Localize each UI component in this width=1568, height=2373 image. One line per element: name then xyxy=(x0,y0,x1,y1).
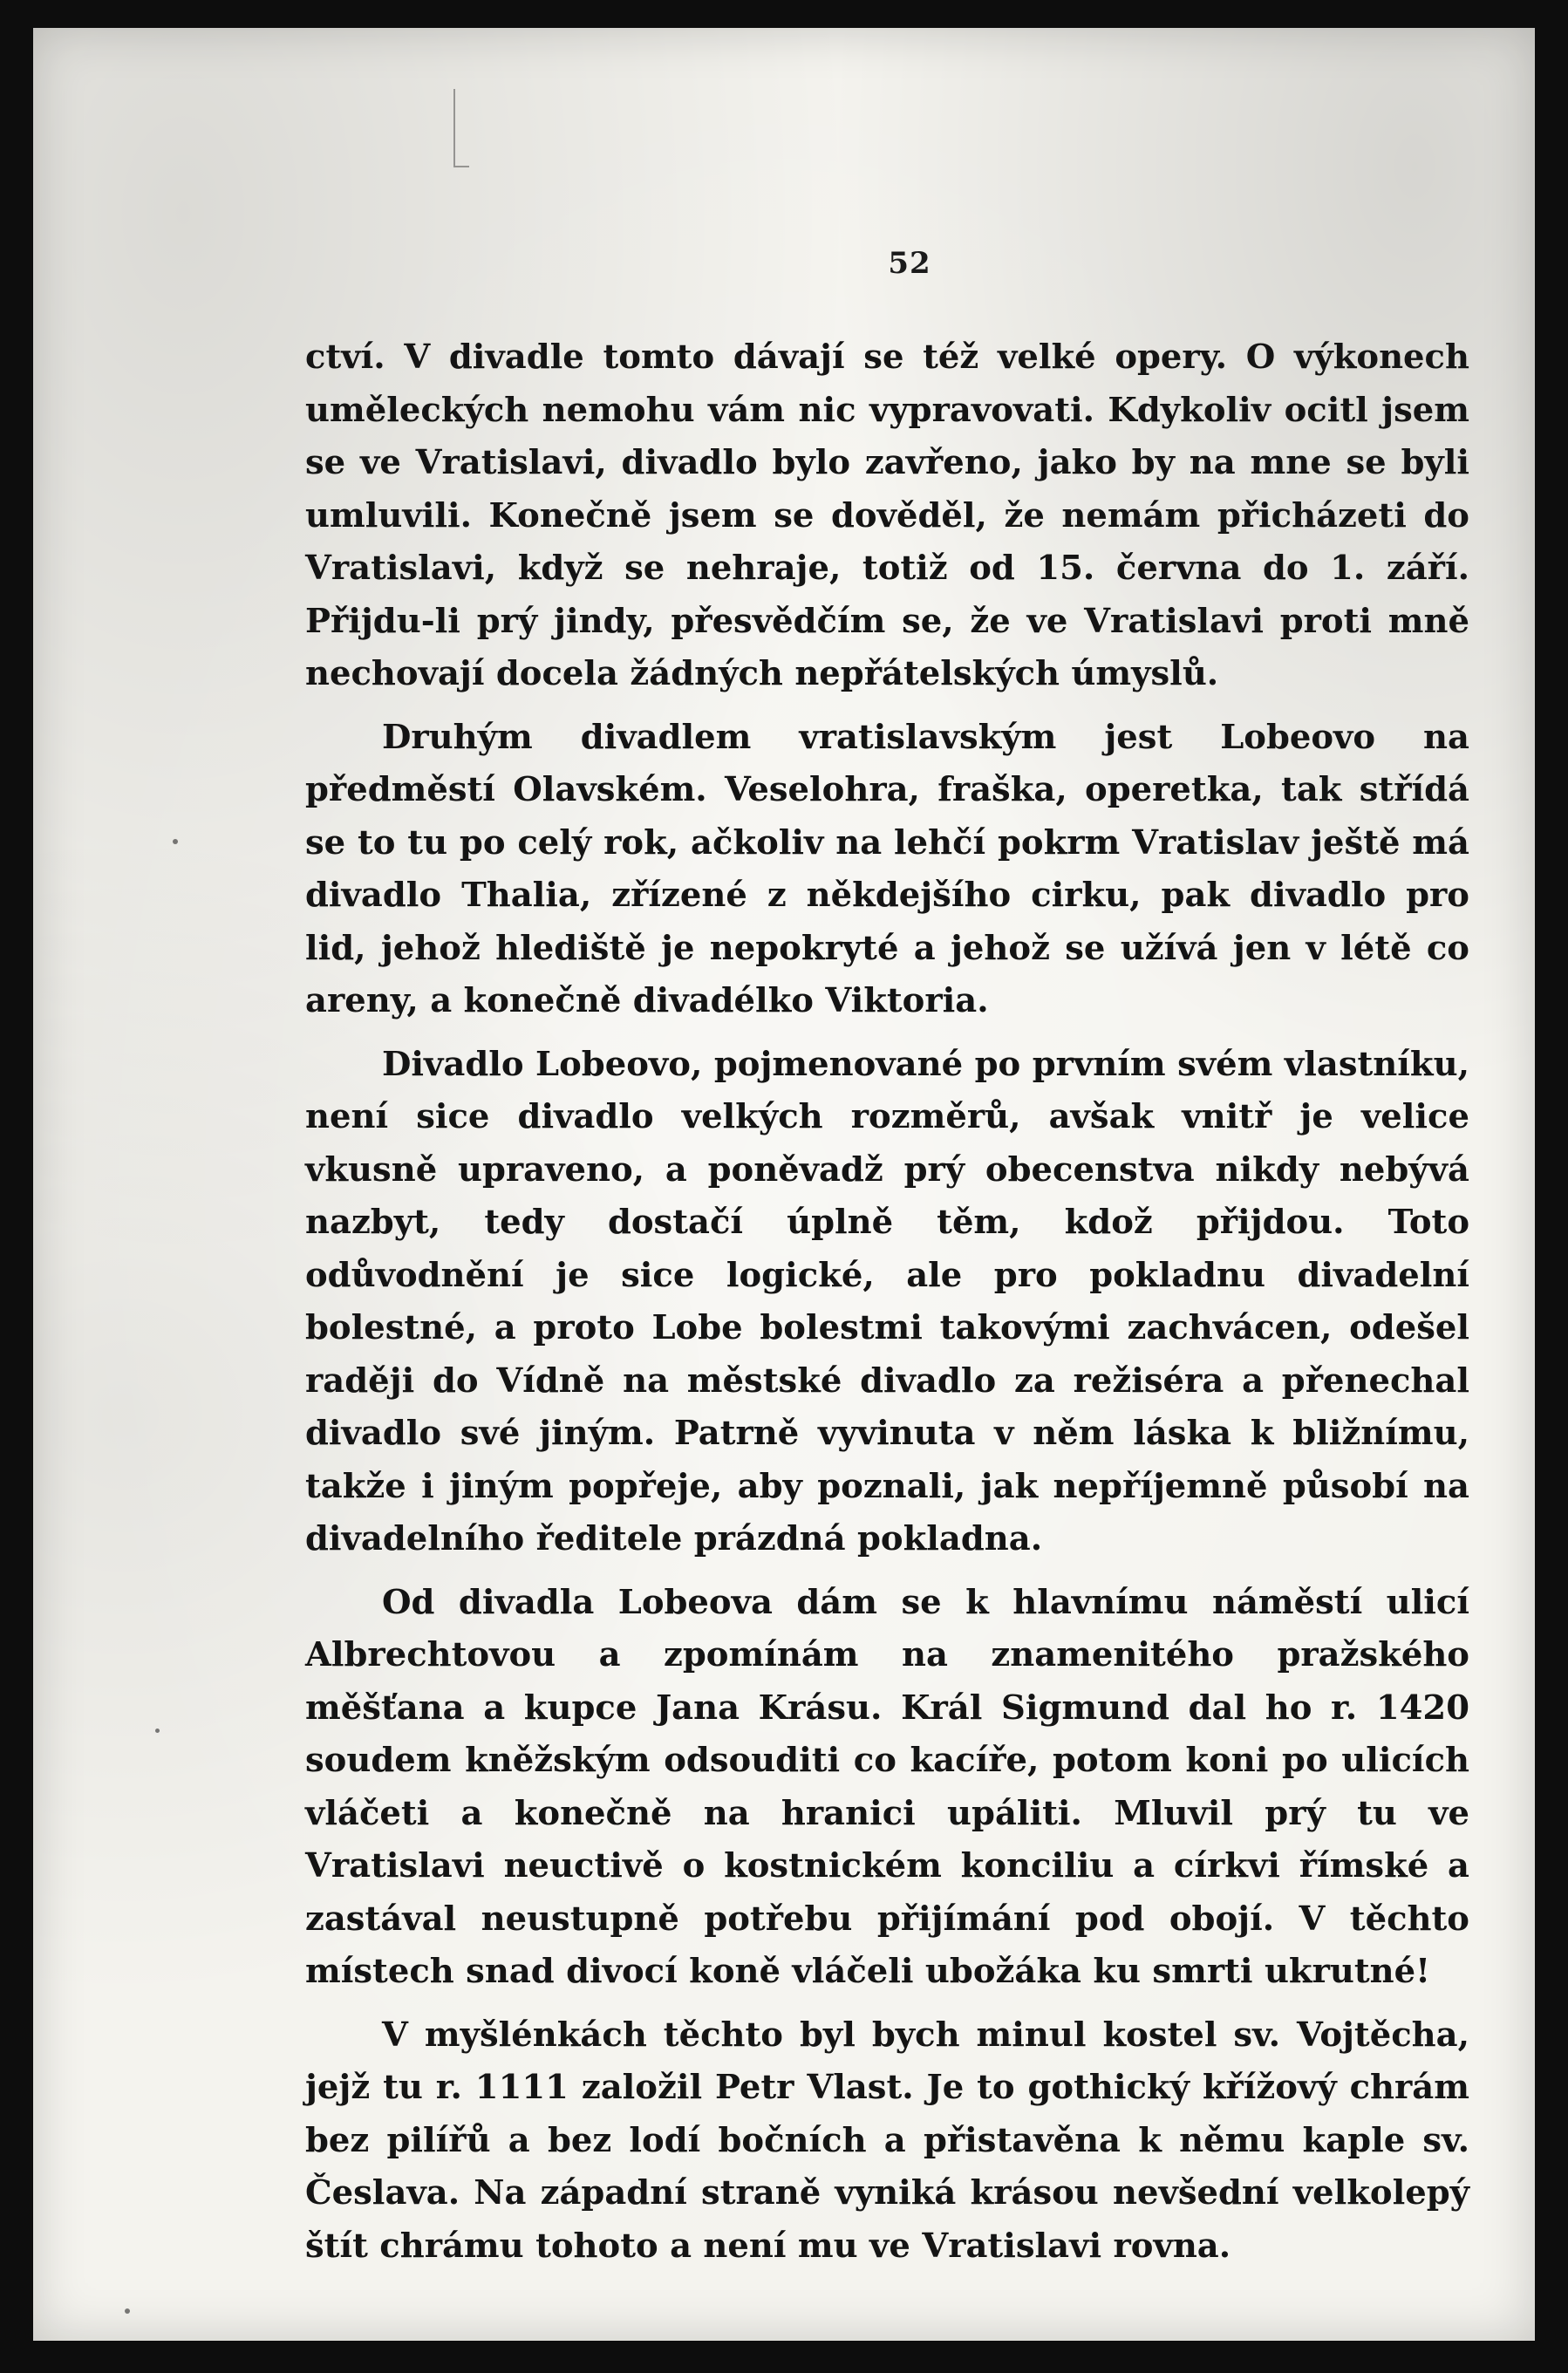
page-crease-mark xyxy=(453,89,455,167)
page-blemish xyxy=(125,2308,130,2314)
paragraph: Od divadla Lobeova dám se k hlavnímu náměstí ulicí Albrechtovou a zpomínám na znamenitého pražského měšťana a kupce Jana Krásu. Král Sigmund dal ho r. 1420 soudem kněžským odsouditi co kacíře, potom koni po ulicích vláčeti a konečně na hranici upáliti. Mluvil prý tu ve Vratislavi neuctivě o kostnickém konciliu a církvi římské a zastával neustupně potřebu přijímání pod obojí. V těchto místech snad divocí koně vláčeli ubožáka ku smrti ukrutné! xyxy=(305,1582,1469,1991)
book-page xyxy=(33,28,1535,2341)
body-text xyxy=(305,331,1469,2273)
page-blemish xyxy=(173,839,178,844)
page-crease-mark xyxy=(455,166,469,167)
paragraph: Divadlo Lobeovo, pojmenované po prvním svém vlastníku, není sice divadlo velkých rozměrů, avšak vnitř je velice vkusně upraveno, a poněvadž prý obecenstva nikdy nebývá nazbyt, tedy dostačí úplně těm, kdož přijdou. Toto odůvodnění je sice logické, ale pro pokladnu divadelní bolestné, a proto Lobe bolestmi takovými zachvácen, odešel raději do Vídně na městské divadlo za režiséra a přenechal divadlo své jiným. Patrně vyvinuta v něm láska k bližnímu, takže i jiným popřeje, aby poznali, jak nepříjemně působí na divadelního ředitele prázdná pokladna. xyxy=(305,1044,1469,1558)
page-blemish xyxy=(155,1729,160,1733)
paragraph: Druhým divadlem vratislavským jest Lobeovo na předměstí Olavském. Veselohra, fraška, operetka, tak střídá se to tu po celý rok, ačkoliv na lehčí pokrm Vratislav ještě má divadlo Thalia, zřízené z někdejšího cirku, pak divadlo pro lid, jehož hlediště je nepokryté a jehož se užívá jen v létě co areny, a konečně divadélko Viktoria. xyxy=(305,717,1469,1020)
paragraph: V myšlénkách těchto byl bych minul kostel sv. Vojtěcha, jejž tu r. 1111 založil Petr Vlast. Je to gothický křížový chrám bez pilířů a bez lodí bočních a přistavěna k němu kaple sv. Česlava. Na západní straně vyniká krásou nevšední velkolepý štít chrámu tohoto a není mu ve Vratislavi rovna. xyxy=(305,2015,1469,2266)
paragraph: ctví. V divadle tomto dávají se též velké opery. O výkonech uměleckých nemohu vám nic vypravovati. Kdykoliv ocitl jsem se ve Vratislavi, divadlo bylo zavřeno, jako by na mne se byli umluvili. Konečně jsem se dověděl, že nemám přicházeti do Vratislavi, když se nehraje, totiž od 15. června do 1. září. Přijdu-li prý jindy, přesvědčím se, že ve Vratislavi proti mně nechovají docela žádných nepřátelských úmyslů. xyxy=(305,338,1469,693)
page-number: 52 xyxy=(888,246,931,281)
